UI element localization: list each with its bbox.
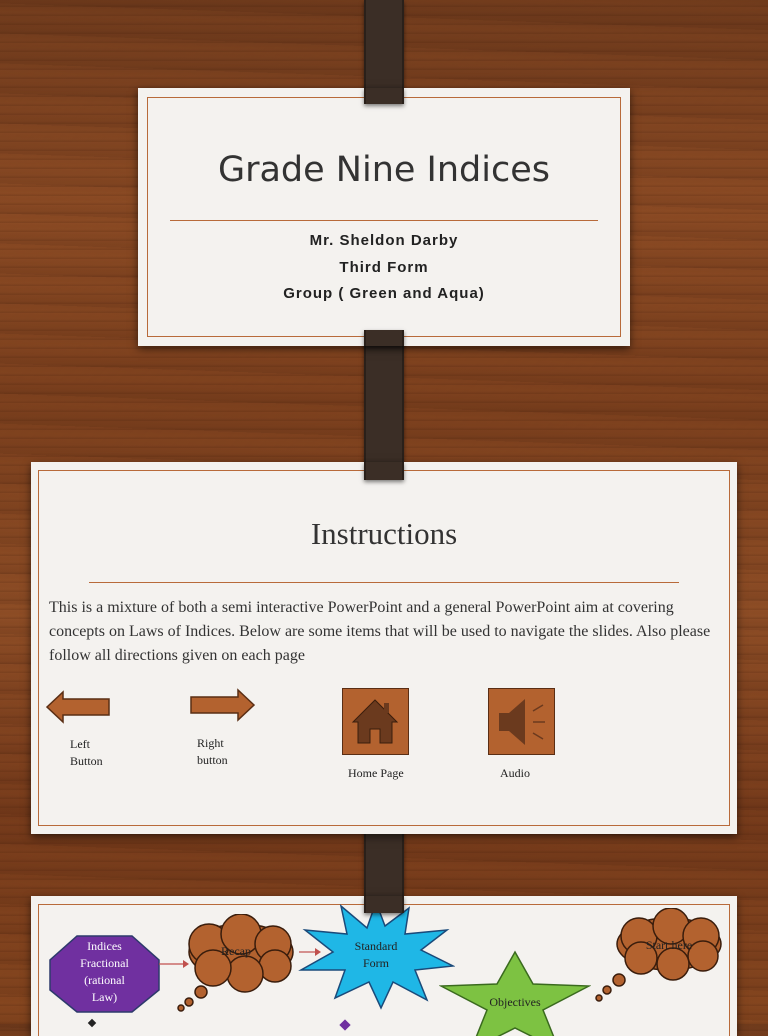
title-divider — [89, 582, 679, 583]
menu-slide — [31, 896, 737, 1036]
strap-overlap-4 — [364, 896, 404, 913]
start-here-label: Start here — [645, 938, 693, 952]
left-button-label: Left Button — [70, 737, 103, 768]
strap-overlap-1 — [364, 88, 404, 104]
slide-title: Grade Nine Indices — [217, 150, 551, 190]
group-label: Group ( Green and Aqua) — [283, 285, 485, 302]
form-label: Third Form — [339, 259, 429, 276]
audio-label: Audio — [500, 766, 530, 780]
left-arrow-icon[interactable] — [46, 690, 112, 724]
right-button-label: Right button — [197, 736, 228, 767]
home-page-label: Home Page — [348, 766, 404, 780]
objectives-label: Objectives — [489, 995, 541, 1009]
slide-title: Instructions — [310, 516, 458, 551]
title-divider — [170, 220, 598, 221]
instructions-text: This is a mixture of both a semi interactive PowerPoint and a general PowerPoint aim at covering concepts on Laws of Indices. Below are some items that will be used to navigate the slides. Also please follow all directions given on each page — [49, 599, 711, 664]
title-slide — [138, 88, 630, 346]
home-icon[interactable] — [342, 688, 409, 755]
start-here-cloud-shape[interactable] — [591, 908, 731, 1008]
audio-speaker-icon[interactable] — [488, 688, 555, 755]
octagon-text: Indices Fractional (rational Law) — [80, 939, 129, 1004]
instructions-slide — [31, 462, 737, 834]
hanging-strap-middle — [364, 330, 404, 480]
author-name: Mr. Sheldon Darby — [309, 232, 459, 249]
standard-form-label: Standard Form — [354, 939, 398, 970]
strap-overlap-3 — [364, 462, 404, 480]
recap-cloud-shape[interactable] — [171, 914, 301, 1014]
objectives-star-shape[interactable] — [439, 950, 591, 1036]
strap-overlap-2 — [364, 330, 404, 346]
recap-label: Recap — [221, 944, 251, 958]
right-arrow-icon[interactable] — [189, 688, 255, 722]
